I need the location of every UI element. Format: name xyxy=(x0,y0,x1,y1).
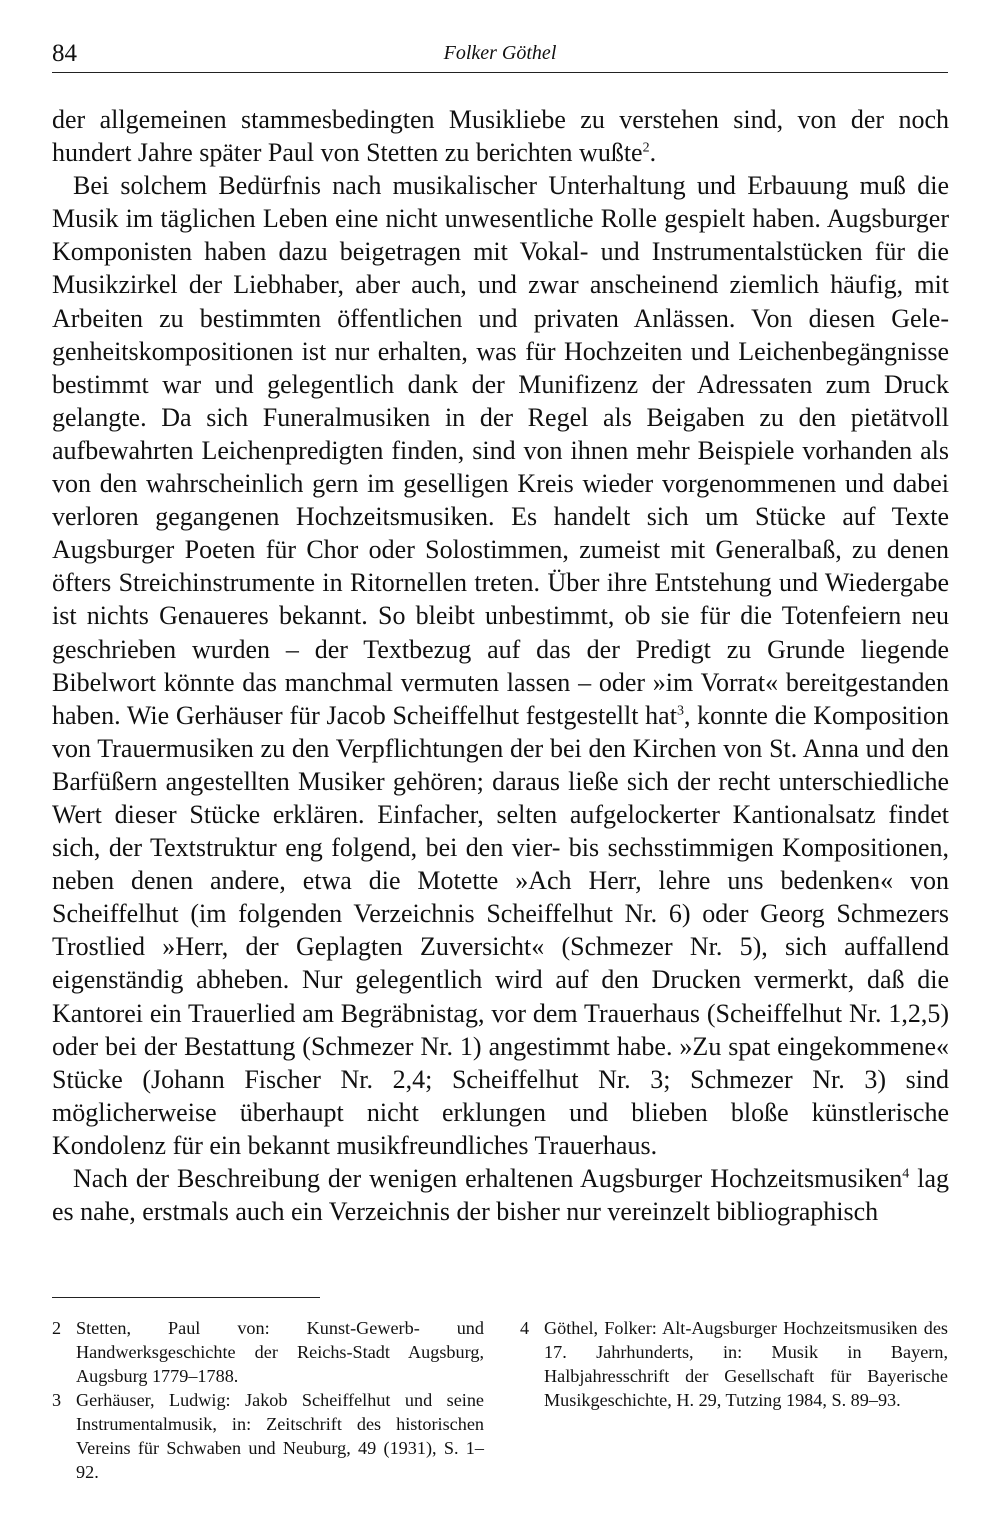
footnote-text: Stetten, Paul von: Kunst-Gewerb- und Handwerksgeschichte der Reichs-Stadt Augsburg, Augsburg 1779–1788. xyxy=(76,1318,484,1386)
footnote-ref-4[interactable]: 4 xyxy=(902,1166,910,1182)
footnote-4 xyxy=(520,1316,948,1412)
footnote-number: 3 xyxy=(52,1390,62,1410)
footnotes-right-column xyxy=(520,1316,948,1412)
footnote-divider xyxy=(52,1297,320,1298)
footnote-2 xyxy=(52,1316,484,1388)
page-number: 84 xyxy=(52,40,77,67)
main-text xyxy=(52,103,949,1228)
footnotes-left-column xyxy=(52,1316,484,1484)
footnote-number: 4 xyxy=(520,1318,530,1338)
footnote-ref-3[interactable]: 3 xyxy=(676,703,684,719)
paragraph-3: Nach der Beschreibung der wenigen erhaltenen Augsburger Hochzeitsmusiken$^4$ lag es nahe, erstmals auch ein Verzeichnis der bisher nur vereinzelt bibliographisch xyxy=(52,1164,949,1227)
footnote-number: 2 xyxy=(52,1318,62,1338)
paragraph-2: Bei solchem Bedürfnis nach musikalischer Unterhaltung und Erbauung muß die Musik im täglichen Leben eine nicht unwesentliche Rolle gespielt haben. Augsburger Komponisten haben dazu beigetragen mit Vokal- und Instrumentalstücken für die Musikzirkel der Liebhaber, aber auch, und zwar anscheinend ziemlich häufig, mit Arbeiten zu bestimmten öffentlichen und privaten Anlässen. Von diesen Gelegenheitskompositionen ist nur erhalten, was für Hochzeiten und Leichenbegängnisse bestimmt war und gelegentlich dank der Munifizenz der Adressaten zum Druck gelangte. Da sich Funeralmusiken in der Regel als Beigaben zu den pietätvoll aufbewahrten Leichenpredigten finden, sind von ihnen mehr Beispiele vorhanden als von den wahrscheinlich gern im geselligen Kreis wieder vorgenommenen und dabei verloren gegangenen Hochzeitsmusiken. Es handelt sich um Stücke auf Texte Augsburger Poeten für Chor oder Solostimmen, zumeist mit Generalbaß, zu denen öfters Streichinstrumente in Ritornellen treten. Über ihre Entstehung und Wiedergabe ist nichts Genaueres bekannt. So bleibt unbestimmt, ob sie für die Totenfeiern neu geschrieben wurden – der Textbezug auf das der Predigt zu Grunde liegende Bibelwort könnte das manchmal vermuten lassen – oder »im Vorrat« bereitgestanden haben. Wie Gerhäuser für Jacob Scheiffelhut festgestellt hat$^3$, konnte die Komposition von Trauermusiken zu den Verpflichtungen der bei den Kirchen von St. Anna und den Barfüßern angestellten Musiker gehören; daraus ließe sich der recht unterschiedliche Wert dieser Stücke erklären. Einfacher, selten aufgelockerter Kantionalsatz findet sich, der Textstruktur eng folgend, bei den vier- bis sechsstimmigen Kompositionen, neben denen andere, etwa die Motette »Ach Herr, lehre uns bedenken« von Scheiffelhut (im folgenden Verzeichnis Scheiffelhut Nr. 6) oder Georg Schmezers Trostlied »Herr, der Geplagten Zuversicht« (Schmezer Nr. 5), sich auffallend eigenständig abheben. Nur gelegentlich wird auf den Drucken vermerkt, daß die Kantorei ein Trauerlied am Begräbnistag, vor dem Trauerhaus (Scheiffelhut Nr. 1,2,5) oder bei der Bestattung (Schmezer Nr. 1) angestimmt habe. »Zu spat eingekommene« Stücke (Johann Fischer Nr. 2,4; Scheiffelhut Nr. 3; Schmezer Nr. 3) sind möglicherweise überhaupt nicht erklungen und blieben bloße künstlerische Kondolenz für ein bekannt musikfreundliches Trauerhaus. xyxy=(52,171,949,1160)
footnote-text: Göthel, Folker: Alt-Augsburger Hochzeitsmusiken des 17. Jahrhunderts, in: Musik in Bayern, Halbjahresschrift der Gesellschaft für Bayerische Musikgeschichte, H. 29, Tutzing 1984, S. 89–93. xyxy=(544,1318,948,1410)
footnote-3 xyxy=(52,1388,484,1484)
page-header xyxy=(52,38,948,73)
footnote-text: Gerhäuser, Ludwig: Jakob Scheiffelhut und seine Instrumentalmusik, in: Zeitschrift des historischen Vereins für Schwaben und Neuburg, 49 (1931), S. 1–92. xyxy=(76,1390,484,1482)
footnote-ref-2[interactable]: 2 xyxy=(642,140,650,156)
running-title: Folker Göthel xyxy=(443,42,557,64)
paragraph-1: der allgemeinen stammesbedingten Musikliebe zu verstehen sind, von der noch hundert Jahre später Paul von Stetten zu berichten wußte$^2$. xyxy=(52,105,949,168)
